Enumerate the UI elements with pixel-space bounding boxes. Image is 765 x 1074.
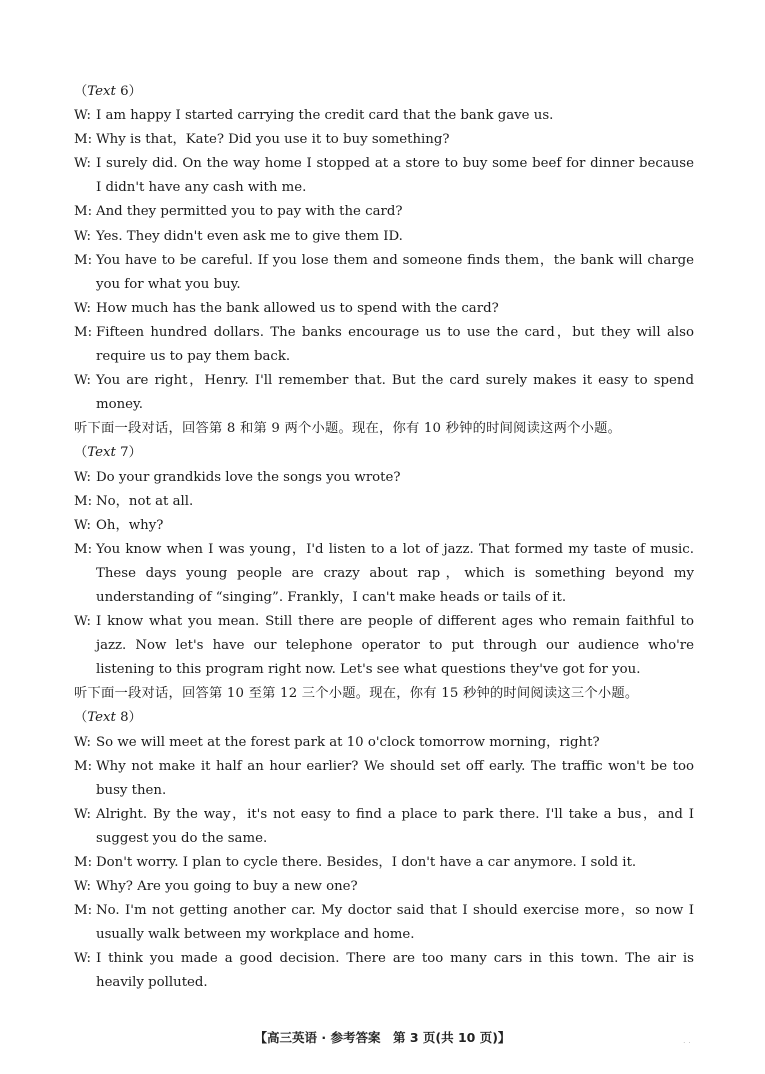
utterance: Why not make it half an hour earlier? We should set off early. The traffic won't be too busy then. bbox=[96, 758, 694, 798]
speaker-label: W: bbox=[74, 951, 91, 967]
dialogue-turn bbox=[74, 200, 694, 224]
dialogue-turn bbox=[74, 947, 694, 995]
speaker-label: W: bbox=[74, 300, 91, 316]
utterance: Do your grandkids love the songs you wrote? bbox=[96, 469, 401, 485]
dialogue-turn bbox=[74, 851, 694, 875]
text-label: （Text 6） bbox=[74, 84, 142, 99]
dialogue-turn bbox=[74, 490, 694, 514]
speaker-label: W: bbox=[74, 879, 91, 895]
listening-instruction: 听下面一段对话，回答第 8 和第 9 两个小题。现在，你有 10 秒钟的时间阅读这两个小题。 bbox=[74, 421, 622, 437]
speaker-label: M: bbox=[74, 252, 93, 268]
utterance: And they permitted you to pay with the card? bbox=[96, 204, 403, 220]
dialogue-turn bbox=[74, 731, 694, 755]
utterance: So we will meet at the forest park at 10 o'clock tomorrow morning，right? bbox=[96, 734, 600, 750]
text-label: （Text 7） bbox=[74, 445, 142, 461]
dialogue-turn bbox=[74, 128, 694, 152]
dialogue-turn bbox=[74, 369, 694, 417]
utterance: Why? Are you going to buy a new one? bbox=[96, 879, 358, 895]
dialogue-turn bbox=[74, 225, 694, 249]
utterance: You have to be careful. If you lose them and someone finds them，the bank will charge you for what you buy. bbox=[96, 252, 694, 292]
utterance: Don't worry. I plan to cycle there. Besides，I don't have a car anymore. I sold it. bbox=[96, 855, 637, 870]
speaker-label: W: bbox=[74, 469, 91, 485]
dialogue-turn bbox=[74, 249, 694, 297]
utterance: Alright. By the way，it's not easy to find a place to park there. I'll take a bus，and I suggest you do the same. bbox=[96, 806, 694, 846]
speaker-label: M: bbox=[74, 855, 93, 870]
utterance: Fifteen hundred dollars. The banks encourage us to use the card，but they will also require us to pay them back. bbox=[96, 324, 694, 365]
utterance: How much has the bank allowed us to spend with the card? bbox=[96, 300, 499, 316]
dialogue-turn bbox=[74, 321, 694, 369]
speaker-label: W: bbox=[74, 806, 91, 822]
utterance: I surely did. On the way home I stopped at a store to buy some beef for dinner because I didn't have any cash with me. bbox=[96, 156, 694, 196]
corner-mark: . . bbox=[683, 1036, 691, 1045]
dialogue-turn bbox=[74, 610, 694, 682]
page-body bbox=[74, 80, 694, 996]
utterance: I know what you mean. Still there are people of different ages who remain faithful to jazz. Now let's have our telephone operator to put through our audience who're listening to this program right now. Let's see what questions they've got for you. bbox=[96, 614, 694, 678]
dialogue-turn bbox=[74, 152, 694, 200]
dialogue-turn bbox=[74, 104, 694, 128]
speaker-label: M: bbox=[74, 204, 93, 220]
dialogue-turn bbox=[74, 297, 694, 321]
utterance: Why is that，Kate? Did you use it to buy something? bbox=[96, 132, 450, 148]
utterance: I am happy I started carrying the credit card that the bank gave us. bbox=[96, 108, 554, 124]
speaker-label: M: bbox=[74, 541, 93, 557]
speaker-label: M: bbox=[74, 758, 93, 774]
utterance: I think you made a good decision. There are too many cars in this town. The air is heavily polluted. bbox=[96, 951, 694, 991]
speaker-label: M: bbox=[74, 903, 93, 919]
utterance: No，not at all. bbox=[96, 493, 194, 509]
utterance: No. I'm not getting another car. My doctor said that I should exercise more，so now I usually walk between my workplace and home. bbox=[96, 903, 694, 943]
speaker-label: W: bbox=[74, 228, 91, 244]
dialogue-turn bbox=[74, 466, 694, 490]
speaker-label: W: bbox=[74, 614, 91, 630]
utterance: Oh，why? bbox=[96, 517, 164, 533]
page-footer: 【高三英语 · 参考答案 第 3 页(共 10 页)】 bbox=[254, 1030, 511, 1045]
speaker-label: W: bbox=[74, 373, 91, 389]
dialogue-turn bbox=[74, 538, 694, 610]
dialogue-turn bbox=[74, 875, 694, 899]
speaker-label: W: bbox=[74, 108, 91, 124]
text-label: （Text 8） bbox=[74, 710, 142, 726]
speaker-label: W: bbox=[74, 156, 91, 172]
dialogue-turn bbox=[74, 899, 694, 947]
dialogue-turn bbox=[74, 514, 694, 538]
utterance: You know when I was young，I'd listen to a lot of jazz. That formed my taste of music. These days young people are crazy about rap，which is something beyond my understanding of “singing”. Frankly，I can't make heads or tails of it. bbox=[96, 541, 694, 605]
dialogue-turn bbox=[74, 755, 694, 803]
speaker-label: W: bbox=[74, 734, 91, 750]
speaker-label: M: bbox=[74, 493, 93, 509]
utterance: Yes. They didn't even ask me to give them ID. bbox=[96, 228, 403, 244]
utterance: You are right，Henry. I'll remember that. But the card surely makes it easy to spend money. bbox=[96, 373, 694, 413]
dialogue-turn bbox=[74, 803, 694, 851]
speaker-label: M: bbox=[74, 132, 93, 148]
listening-instruction: 听下面一段对话，回答第 10 至第 12 三个小题。现在，你有 15 秒钟的时间阅读这三个小题。 bbox=[74, 686, 639, 702]
speaker-label: M: bbox=[74, 324, 93, 340]
speaker-label: W: bbox=[74, 517, 91, 533]
